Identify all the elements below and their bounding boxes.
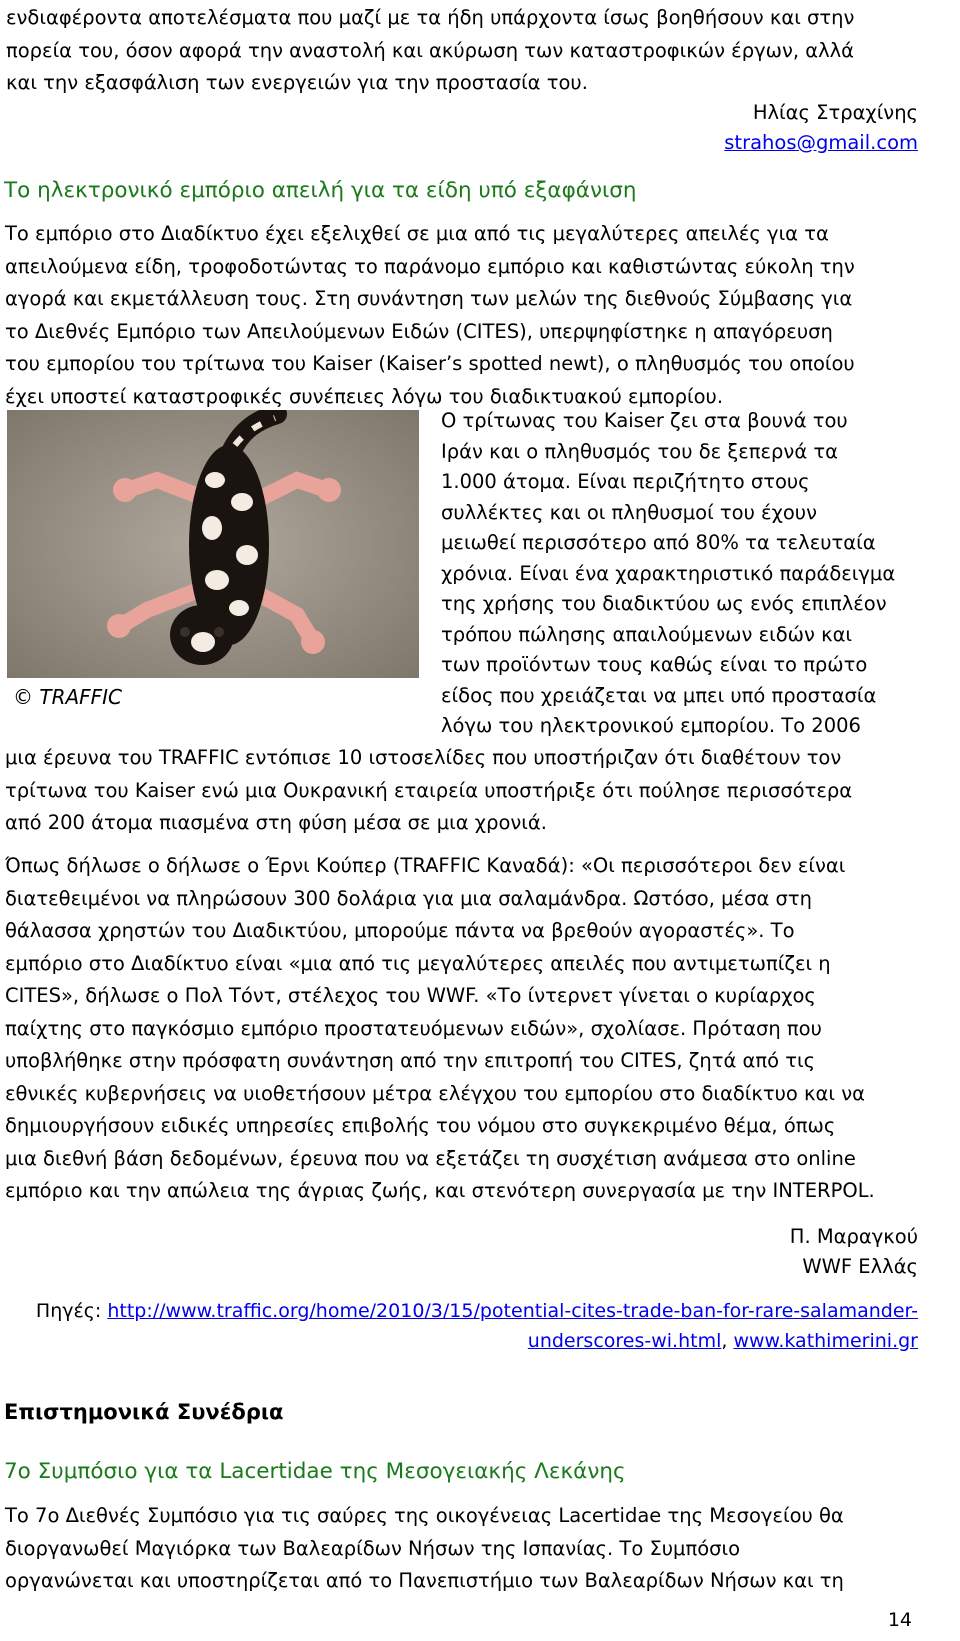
text-line: ενδιαφέροντα αποτελέσματα που μαζί με τα ήδη υπάρχοντα ίσως βοηθήσουν και στην [6, 6, 855, 29]
text-line: οργανώνεται και υποστηρίζεται από το Πανεπιστήμιο των Βαλεαρίδων Νήσων και τη [5, 1569, 844, 1592]
text-line: Ο τρίτωνας του Kaiser ζει στα βουνά του [441, 409, 848, 432]
text-line: Όπως δήλωσε ο δήλωσε ο Έρνι Κούπερ (TRAFFIC Καναδά): «Οι περισσότεροι δεν είναι [5, 854, 846, 877]
text-line: μια διεθνή βάση δεδομένων, έρευνα που να εξετάζει τη συσχέτιση ανάμεσα στο online [5, 1146, 856, 1170]
author-signature [600, 98, 918, 158]
text-line: του εμπορίου του τρίτωνα του Kaiser (Kaiser’s spotted newt), ο πληθυσμός του οποίου [5, 352, 855, 375]
text-line: παίχτης στο παγκόσμιο εμπόριο προστατευόμενων ειδών», σχολίασε. Πρόταση που [5, 1016, 822, 1040]
section-subheading: 7ο Συμπόσιο για τα Lacertidae της Μεσογειακής Λεκάνης [4, 1459, 626, 1484]
text-line: απειλούμενα είδη, τροφοδοτώντας το παράνομο εμπόριο και καθιστώντας εύκολη την [5, 254, 855, 278]
text-line: θάλασσα χρηστών του Διαδικτύου, μπορούμε πάντα να βρεθούν αγοραστές». Το [5, 919, 795, 942]
author-name: Π. Μαραγκού [789, 1225, 918, 1248]
text-line: Το 7ο Διεθνές Συμπόσιο για τις σαύρες της οικογένειας Lacertidae της Μεσογείου θα [5, 1504, 844, 1527]
text-line: πορεία του, όσον αφορά την αναστολή και ακύρωση των καταστροφικών έργων, αλλά [6, 38, 855, 62]
article-paragraph-1 [5, 218, 918, 413]
salamander-illustration [7, 410, 419, 678]
text-line: αγορά και εκμετάλλευση τους. Στη συνάντηση των μελών της διεθνούς Σύμβασης για [5, 287, 853, 310]
text-line: των προϊόντων τους καθώς είναι το πρώτο [441, 653, 868, 676]
kathimerini-source-link[interactable]: www.kathimerini.gr [733, 1330, 918, 1352]
text-line: της χρήσης του διαδικτύου ως ενός επιπλέον [441, 592, 887, 615]
text-line: εμπόριο στο Διαδίκτυο είναι «μια από τις μεγαλύτερες απειλές που αντιμετωπίζει η [5, 951, 831, 975]
text-line: διατεθειμένοι να πληρώσουν 300 δολάρια για μια σαλαμάνδρα. Ωστόσο, μέσα στη [5, 886, 812, 910]
text-line: μειωθεί περισσότερο από 80% τα τελευταία [441, 531, 876, 554]
text-line: εμπόριο και την απώλεια της άγριας ζωής, και στενότερη συνεργασία με την INTERPOL. [5, 1179, 875, 1202]
text-line: τρόπου πώλησης απαιλούμενων ειδών και [441, 622, 853, 646]
author-name: Ηλίας Στραχίνης [752, 101, 918, 124]
sources-line-1 [5, 1296, 918, 1326]
section-heading: Επιστημονικά Συνέδρια [4, 1400, 284, 1424]
traffic-source-link[interactable]: http://www.traffic.org/home/2010/3/15/potential-cites-trade-ban-for-rare-salamander- [107, 1300, 918, 1322]
text-line: μια έρευνα του TRAFFIC εντόπισε 10 ιστοσελίδες που υποστήριζαν ότι διαθέτουν τον [5, 746, 842, 769]
text-line: έχει υποστεί καταστροφικές συνέπειες λόγω του διαδικτυακού εμπορίου. [5, 384, 724, 408]
text-line: διοργανωθεί Μαγιόρκα των Βαλεαρίδων Νήσων της Ισπανίας. Το Συμπόσιο [5, 1536, 741, 1560]
sources-label: Πηγές: [35, 1300, 108, 1322]
text-line: 1.000 άτομα. Είναι περιζήτητο στους [441, 470, 810, 493]
text-line: και την εξασφάλιση των ενεργειών για την προστασία του. [6, 71, 588, 94]
photo-caption: © TRAFFIC [13, 685, 123, 709]
traffic-source-link-continued[interactable]: underscores-wi.html [527, 1330, 722, 1352]
article-paragraph-2 [5, 742, 918, 840]
salamander-photo [7, 410, 419, 678]
sources [5, 1296, 918, 1356]
article-paragraph-2-side [441, 406, 918, 742]
text-line: Ιράν και ο πληθυσμός του δε ξεπερνά τα [441, 439, 838, 463]
author-organization: WWF Ελλάς [802, 1255, 918, 1278]
page-number: 14 [887, 1609, 912, 1631]
text-line: είδος που χρειάζεται να μπει υπό προστασία [441, 683, 877, 707]
text-line: χρόνια. Είναι ένα χαρακτηριστικό παράδειγμα [441, 561, 896, 585]
intro-paragraph [6, 2, 918, 100]
author-signature-2 [600, 1222, 918, 1282]
author-email-link[interactable]: strahos@gmail.com [724, 131, 918, 154]
text-line: τρίτωνα του Kaiser ενώ μια Ουκρανική εταιρεία υποστήριξε ότι πούλησε περισσότερα [5, 778, 853, 802]
text-line: το Διεθνές Εμπόριο των Απειλούμενων Ειδών (CITES), υπερψηφίστηκε η απαγόρευση [5, 319, 833, 343]
section-paragraph [5, 1500, 918, 1598]
text-line: δημιουργήσουν ειδικές υπηρεσίες επιβολής του νόμου στο συγκεκριμένο θέμα, όπως [5, 1114, 836, 1137]
sources-line-2 [5, 1326, 918, 1356]
text-line: εθνικές κυβερνήσεις να υιοθετήσουν μέτρα ελέγχου του εμπορίου στο διαδίκτυο και να [5, 1081, 865, 1105]
text-line: υποβλήθηκε στην πρόσφατη συνάντηση από την επιτροπή του CITES, ζητά από τις [5, 1049, 816, 1072]
text-line: λόγω του ηλεκτρονικού εμπορίου. Το 2006 [441, 714, 861, 737]
sources-separator: , [721, 1330, 734, 1352]
text-line: συλλέκτες και οι πληθυσμοί του έχουν [441, 500, 817, 524]
article-title: Το ηλεκτρονικό εμπόριο απειλή για τα είδη υπό εξαφάνιση [4, 178, 637, 203]
article-paragraph-3 [5, 850, 918, 1208]
text-line: Το εμπόριο στο Διαδίκτυο έχει εξελιχθεί σε μια από τις μεγαλύτερες απειλές για τα [5, 222, 829, 245]
text-line: από 200 άτομα πιασμένα στη φύση μέσα σε μια χρονιά. [5, 811, 547, 834]
text-line: CITES», δήλωσε ο Πολ Τόντ, στέλεχος του WWF. «Το ίντερνετ γίνεται ο κυρίαρχος [5, 984, 816, 1007]
